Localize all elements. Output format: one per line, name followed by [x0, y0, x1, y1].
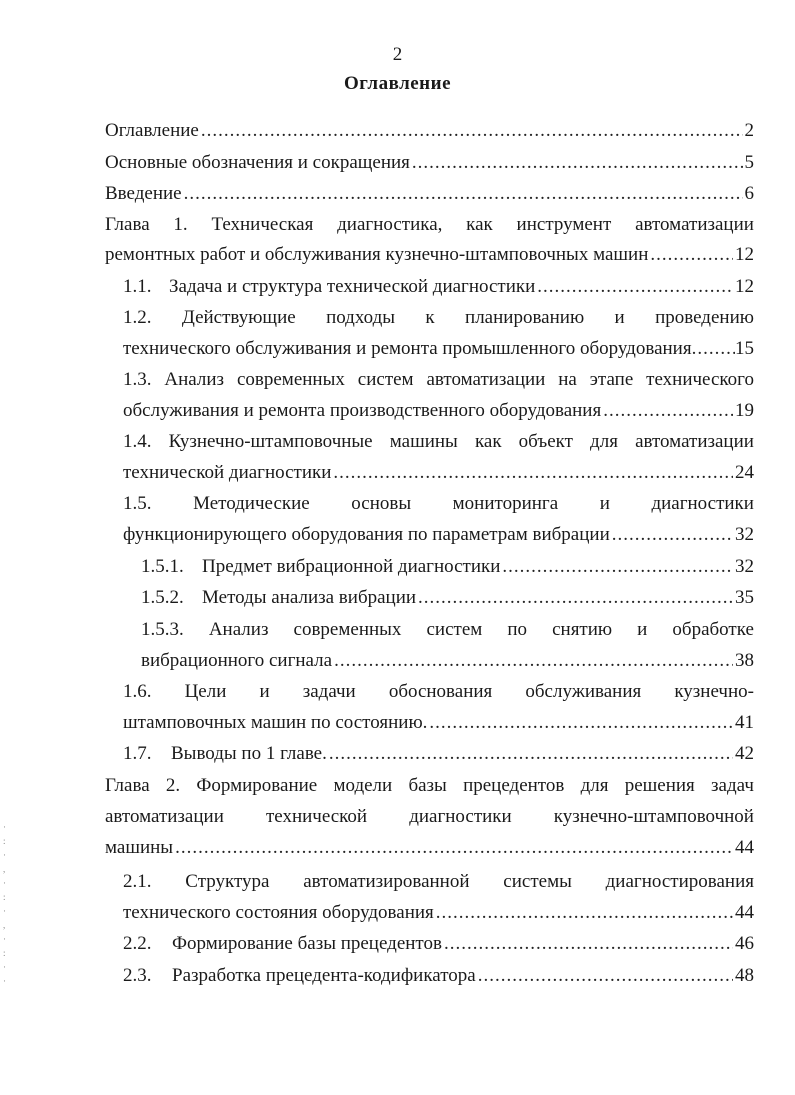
toc-page-number: 15 — [735, 338, 754, 359]
scan-margin-marks: · : · , · : · , · : · · — [3, 822, 6, 986]
word: технической — [265, 806, 368, 827]
word: систем — [357, 369, 414, 390]
word: прецедентов — [463, 775, 565, 796]
toc-entry-1-6-line1[interactable] — [123, 679, 754, 705]
toc-entry-text: машины — [105, 837, 174, 858]
toc-entry-1-5-3-line1[interactable] — [141, 617, 754, 643]
toc-entry-text: Формирование базы прецедентов — [172, 933, 442, 954]
toc-entry-number: 1.5.2. — [141, 587, 184, 608]
word: Формирование — [196, 775, 318, 796]
word: обработке — [672, 619, 754, 640]
word: технического — [646, 369, 754, 390]
toc-page-number: 42 — [735, 743, 754, 764]
toc-entry-text: ремонтных работ и обслуживания кузнечно-штамповочных машин — [105, 244, 649, 265]
toc-entry-chapter-1-line1[interactable] — [105, 212, 754, 238]
toc-page-number: 6 — [744, 183, 754, 204]
word: мониторинга — [452, 493, 559, 514]
leader-dots — [201, 118, 743, 144]
toc-entry-1-5-1[interactable] — [141, 554, 754, 580]
toc-entry-chapter-2-line2[interactable] — [105, 804, 754, 830]
toc-entry-text: Задача и структура технической диагностики — [169, 276, 536, 297]
toc-entry-number: 1.2. — [123, 307, 152, 328]
word: автоматизации — [105, 806, 224, 827]
toc-page-number: 41 — [735, 712, 754, 733]
toc-entry-text: Оглавление — [105, 120, 199, 141]
leader-dots — [444, 931, 733, 957]
toc-entry-number: 1.3. — [123, 369, 152, 390]
word: 2. — [165, 775, 181, 796]
toc-entry-number: 1.5.1. — [141, 556, 184, 577]
leader-dots — [333, 460, 733, 486]
leader-dots — [329, 741, 733, 767]
word: этапе — [589, 369, 634, 390]
toc-entry-chapter-2-line3[interactable] — [105, 835, 754, 861]
leader-dots — [334, 648, 733, 674]
toc-page-number: 2 — [744, 120, 754, 141]
toc-title: Оглавление — [343, 73, 452, 94]
toc-entry-number: 2.2. — [123, 933, 152, 954]
toc-entry-number: 2.1. — [123, 871, 152, 892]
leader-dots — [429, 710, 733, 736]
toc-entry-text: вибрационного сигнала — [141, 650, 333, 671]
leader-dots — [436, 900, 733, 926]
toc-entry-chapter-1-line2[interactable] — [105, 242, 754, 268]
word: для — [580, 775, 609, 796]
leader-dots — [603, 398, 733, 424]
toc-entry-number: 1.5. — [123, 493, 152, 514]
leader-dots — [692, 336, 735, 362]
toc-page-number: 32 — [735, 524, 754, 545]
leader-dots — [412, 150, 743, 176]
word: инструмент — [516, 214, 612, 235]
word: и — [614, 307, 625, 328]
word: современных — [293, 619, 402, 640]
word: Глава — [105, 775, 150, 796]
word: Действующие — [181, 307, 296, 328]
word: базы — [408, 775, 447, 796]
toc-entry-chapter-2-line1[interactable] — [105, 773, 754, 799]
word: Методические — [193, 493, 310, 514]
toc-entry-abbreviations[interactable] — [105, 150, 754, 176]
toc-entry-1-4-line1[interactable] — [123, 429, 754, 455]
toc-page-number: 5 — [744, 152, 754, 173]
toc-entry-text: Предмет вибрационной диагностики — [202, 556, 501, 577]
word: диагностика, — [337, 214, 443, 235]
word: к — [425, 307, 435, 328]
toc-entry-contents[interactable] — [105, 118, 754, 144]
toc-entry-number: 1.1. — [123, 276, 152, 297]
word: Кузнечно-штамповочные — [168, 431, 373, 452]
word: и — [259, 681, 270, 702]
toc-entry-1-5-3-line2[interactable] — [141, 648, 754, 674]
leader-dots — [537, 274, 733, 300]
word: Цели — [184, 681, 227, 702]
word: 1. — [173, 214, 188, 235]
toc-entry-text: функционирующего оборудования по параметрам вибрации — [123, 524, 610, 545]
word: Глава — [105, 214, 150, 235]
word: задач — [711, 775, 754, 796]
word: современных — [236, 369, 345, 390]
word: Техническая — [211, 214, 314, 235]
toc-entry-introduction[interactable] — [105, 181, 754, 207]
word: как — [474, 431, 502, 452]
word: автоматизации — [426, 369, 546, 390]
word: обоснования — [388, 681, 493, 702]
toc-page-number: 12 — [735, 276, 754, 297]
word: основы — [351, 493, 412, 514]
toc-entry-text: штамповочных машин по состоянию. — [123, 712, 428, 733]
leader-dots — [175, 835, 733, 861]
word: кузнечно- — [674, 681, 754, 702]
toc-entry-1-3-line2[interactable] — [123, 398, 754, 424]
toc-entry-1-2-line1[interactable] — [123, 305, 754, 331]
toc-page-number: 35 — [735, 587, 754, 608]
leader-dots — [612, 522, 733, 548]
leader-dots — [184, 181, 743, 207]
toc-entry-number: 2.3. — [123, 965, 152, 986]
toc-entry-text: Методы анализа вибрации — [202, 587, 417, 608]
toc-entry-1-5-2[interactable] — [141, 585, 754, 611]
word: автоматизации — [635, 431, 754, 452]
word: задачи — [302, 681, 356, 702]
toc-entry-text: Разработка прецедента-кодификатора — [172, 965, 476, 986]
toc-entry-1-4-line2[interactable] — [123, 460, 754, 486]
toc-entry-text: Выводы по 1 главе. — [171, 743, 327, 764]
toc-entry-text: технической диагностики — [123, 462, 332, 483]
toc-entry-text: Основные обозначения и сокращения — [105, 152, 410, 173]
toc-entry-1-7[interactable] — [123, 741, 754, 767]
word: автоматизации — [635, 214, 754, 235]
word: Анализ — [164, 369, 225, 390]
toc-entry-number: 1.4. — [123, 431, 152, 452]
word: автоматизированной — [303, 871, 470, 892]
toc-entry-2-1-line2[interactable] — [123, 900, 754, 926]
page-number: 2 — [392, 44, 403, 65]
word: диагностирования — [605, 871, 754, 892]
leader-dots — [502, 554, 733, 580]
leader-dots — [650, 242, 733, 268]
toc-entry-text: технического обслуживания и ремонта промышленного оборудования — [123, 338, 692, 359]
word: проведению — [655, 307, 754, 328]
word: кузнечно-штамповочной — [553, 806, 754, 827]
toc-page-number: 46 — [735, 933, 754, 954]
toc-entry-number: 1.5.3. — [141, 619, 184, 640]
toc-entry-2-1-line1[interactable] — [123, 869, 754, 895]
word: подходы — [326, 307, 396, 328]
toc-page-number: 19 — [735, 400, 754, 421]
word: на — [558, 369, 577, 390]
leader-dots — [478, 963, 733, 989]
toc-entry-text: Введение — [105, 183, 182, 204]
word: и — [599, 493, 610, 514]
toc-entry-1-5-line2[interactable] — [123, 522, 754, 548]
word: планированию — [465, 307, 585, 328]
toc-entry-2-2[interactable] — [123, 931, 754, 957]
word: обслуживания — [525, 681, 642, 702]
toc-entry-1-2-line2[interactable] — [123, 336, 754, 362]
toc-page-number: 32 — [735, 556, 754, 577]
toc-page-number: 44 — [735, 837, 754, 858]
word: объект — [518, 431, 573, 452]
word: машины — [389, 431, 458, 452]
word: систем — [426, 619, 483, 640]
word: и — [637, 619, 648, 640]
word: Анализ — [208, 619, 269, 640]
word: как — [466, 214, 493, 235]
toc-page-number: 24 — [735, 462, 754, 483]
toc-entry-text: технического состояния оборудования — [123, 902, 434, 923]
toc-entry-text: обслуживания и ремонта производственного оборудования — [123, 400, 602, 421]
toc-entry-1-6-line2[interactable] — [123, 710, 754, 736]
word: Структура — [185, 871, 270, 892]
word: решения — [624, 775, 695, 796]
toc-page-number: 48 — [735, 965, 754, 986]
toc-page-number: 12 — [735, 244, 754, 265]
toc-entry-number: 1.7. — [123, 743, 152, 764]
toc-page-number: 38 — [735, 650, 754, 671]
word: для — [590, 431, 618, 452]
word: по — [507, 619, 528, 640]
toc-entry-1-3-line1[interactable] — [123, 367, 754, 393]
leader-dots — [418, 585, 733, 611]
toc-page-number: 44 — [735, 902, 754, 923]
word: диагностики — [651, 493, 754, 514]
toc-entry-number: 1.6. — [123, 681, 152, 702]
word: диагностики — [409, 806, 512, 827]
word: снятию — [552, 619, 613, 640]
word: системы — [503, 871, 572, 892]
toc-entry-1-1[interactable] — [123, 274, 754, 300]
word: модели — [333, 775, 393, 796]
toc-entry-1-5-line1[interactable] — [123, 491, 754, 517]
toc-entry-2-3[interactable] — [123, 963, 754, 989]
